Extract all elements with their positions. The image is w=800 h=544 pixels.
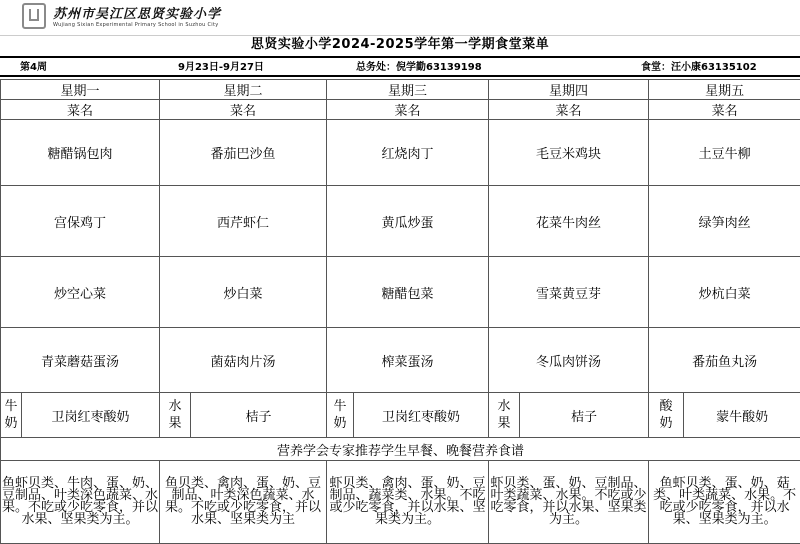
dish-header: 菜名 [327,100,489,120]
dish-cell: 红烧肉丁 [327,120,489,186]
week-label: 第4周 [20,58,47,73]
nutrition-cell: 鱼虾贝类、牛肉、蛋、奶、豆制品、叶类深色蔬菜、水果。不吃或少吃零食，并以水果、坚果类为主。 [1,461,160,544]
dish-row [1,120,800,186]
nutrition-cell: 虾贝类、蛋、奶、豆制品、叶类蔬菜、水果。不吃或少吃零食，并以水果、坚果类为主。 [489,461,649,544]
menu-table [0,79,800,544]
day-header-row [1,80,800,100]
dish-cell: 炒杭白菜 [649,257,800,328]
extra-type: 水 果 [160,393,191,438]
dish-header: 菜名 [649,100,800,120]
extras-row [1,393,800,438]
nutrition-cell: 鱼贝类、禽肉、蛋、奶、豆制品、叶类深色蔬菜、水果。不吃或少吃零食，并以水果、坚果类为主 [160,461,327,544]
extra-item: 桔子 [520,393,649,438]
dish-cell: 西芹虾仁 [160,186,327,257]
dish-header: 菜名 [1,100,160,120]
office-contact: 总务处：倪学勤63139198 [356,58,482,73]
extra-item: 卫岗红枣酸奶 [354,393,489,438]
extra-type: 水 果 [489,393,520,438]
dish-header-row [1,100,800,120]
dish-header: 菜名 [489,100,649,120]
dish-cell: 糖醋锅包肉 [1,120,160,186]
dish-cell: 毛豆米鸡块 [489,120,649,186]
extra-item: 蒙牛酸奶 [684,393,800,438]
dish-cell: 炒白菜 [160,257,327,328]
extra-type: 牛 奶 [1,393,22,438]
dish-cell: 糖醋包菜 [327,257,489,328]
dish-cell: 土豆牛柳 [649,120,800,186]
dish-cell: 菌菇肉片汤 [160,328,327,393]
dish-cell: 雪菜黄豆芽 [489,257,649,328]
dish-row [1,186,800,257]
dish-row [1,328,800,393]
day-header: 星期一 [1,80,160,100]
day-header: 星期二 [160,80,327,100]
dish-cell: 炒空心菜 [1,257,160,328]
dish-cell: 青菜蘑菇蛋汤 [1,328,160,393]
canteen-contact: 食堂：汪小康63135102 [641,58,757,73]
dish-cell: 宫保鸡丁 [1,186,160,257]
school-logo-icon [22,3,46,29]
extra-type: 牛 奶 [327,393,354,438]
nutrition-title-row [1,438,800,461]
school-header [0,0,800,36]
dish-cell: 花菜牛肉丝 [489,186,649,257]
day-header: 星期五 [649,80,800,100]
extra-type: 酸 奶 [649,393,684,438]
nutrition-title: 营养学会专家推荐学生早餐、晚餐营养食谱 [1,438,800,461]
nutrition-cell: 虾贝类、禽肉、蛋、奶、豆制品、蔬菜类、水果。不吃或少吃零食，并以水果、坚果类为主。 [327,461,489,544]
dish-cell: 榨菜蛋汤 [327,328,489,393]
nutrition-row [1,461,800,544]
menu-title: 思贤实验小学2024-2025学年第一学期食堂菜单 [0,35,800,55]
day-header: 星期四 [489,80,649,100]
nutrition-cell: 鱼虾贝类、蛋、奶、菇类、叶类蔬菜、水果。不吃或少吃零食，并以水果、坚果类为主。 [649,461,800,544]
dish-row [1,257,800,328]
info-rule [0,75,800,77]
date-range: 9月23日-9月27日 [178,58,264,73]
day-header: 星期三 [327,80,489,100]
dish-cell: 番茄鱼丸汤 [649,328,800,393]
school-name-english: Wujiang Sixian Experimental Primary School in Suzhou City [53,22,218,28]
dish-cell: 番茄巴沙鱼 [160,120,327,186]
school-name: 苏州市吴江区思贤实验小学 [53,3,221,22]
dish-cell: 冬瓜肉饼汤 [489,328,649,393]
dish-cell: 绿笋肉丝 [649,186,800,257]
dish-header: 菜名 [160,100,327,120]
extra-item: 桔子 [191,393,327,438]
extra-item: 卫岗红枣酸奶 [22,393,160,438]
dish-cell: 黄瓜炒蛋 [327,186,489,257]
